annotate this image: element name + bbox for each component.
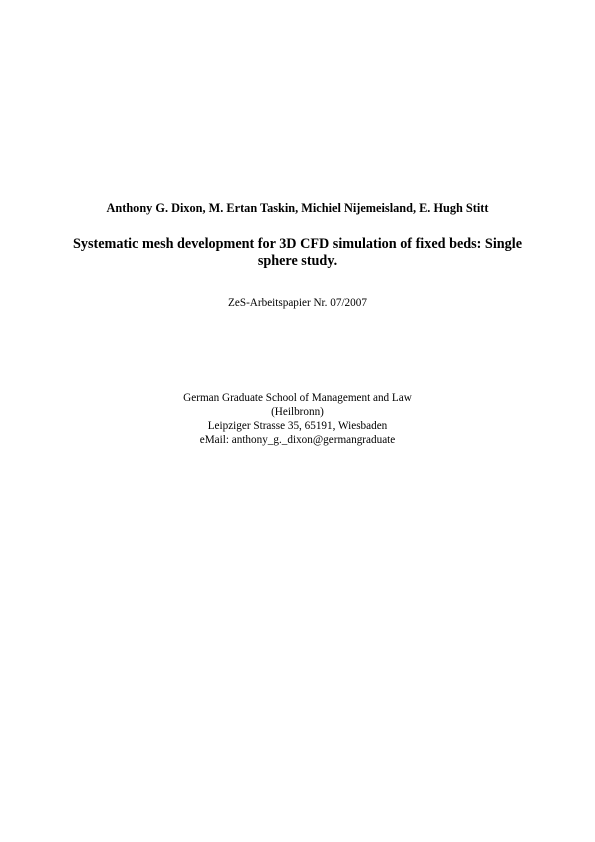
working-paper-number: ZeS-Arbeitspapier Nr. 07/2007 bbox=[228, 297, 367, 309]
paper-title-line-1: Systematic mesh development for 3D CFD simulation of fixed beds: Single bbox=[73, 236, 522, 252]
paper-title-line-2: sphere study. bbox=[257, 253, 338, 269]
affiliation-block bbox=[0, 391, 595, 447]
contact-email: eMail: anthony_g._dixon@germangraduate bbox=[199, 434, 396, 446]
author-list: Anthony G. Dixon, M. Ertan Taskin, Michiel Nijemeisland, E. Hugh Stitt bbox=[106, 201, 489, 215]
paper-title bbox=[40, 236, 555, 270]
institution-city: (Heilbronn) bbox=[271, 406, 324, 418]
postal-address: Leipziger Strasse 35, 65191, Wiesbaden bbox=[207, 420, 388, 432]
institution-name: German Graduate School of Management and Law bbox=[183, 392, 412, 404]
